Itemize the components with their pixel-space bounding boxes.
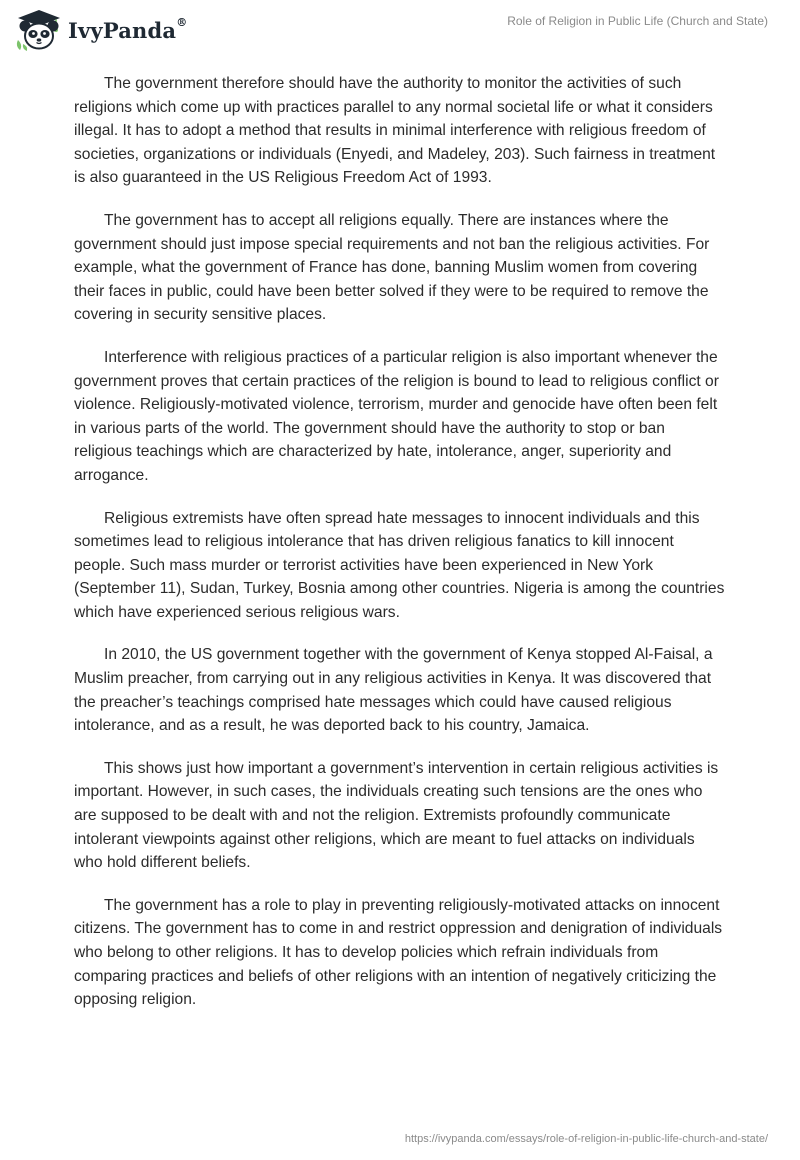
paragraph: Interference with religious practices of a particular religion is also important whenever the government proves that certain practices of the religion is bound to lead to religious conflict or violence. Religiously-motivated violence, terrorism, murder and genocide have often been felt in various parts of the world. The government should have the authority to stop or ban religious teachings which are characterized by hate, intolerance, anger, superiority and arrogance. — [74, 348, 719, 484]
document-title: Role of Religion in Public Life (Church and State) — [507, 14, 768, 28]
paragraph: The government has to accept all religions equally. There are instances where the government should just impose special requirements and not ban the religious activities. For example, what the government of France has done, banning Muslim women from covering their faces in public, could have been better solved if they were to be required to remove the covering in security sensitive places. — [74, 211, 710, 324]
page-header — [0, 0, 800, 64]
source-url[interactable]: https://ivypanda.com/essays/role-of-religion-in-public-life-church-and-state/ — [404, 1133, 768, 1145]
paragraph: In 2010, the US government together with the government of Kenya stopped Al-Faisal, a Muslim preacher, from carrying out in any religious activities in Kenya. It was discovered that the preacher’s teachings comprised hate messages which could have caused religious intolerance, and as a result, he was deported back to his country, Jamaica. — [74, 646, 713, 735]
essay-body — [74, 72, 726, 1031]
paragraph: The government has a role to play in preventing religiously-motivated attacks on innocent citizens. The government has to come in and restrict oppression and denigration of individuals who belong to other religions. It has to develop policies which refrain individuals from comparing practices and beliefs of other religions with an intention of negatively criticizing the opposing religion. — [74, 896, 723, 1009]
ivypanda-logo[interactable] — [14, 8, 187, 52]
panda-graduate-icon — [14, 8, 64, 52]
paragraph: This shows just how important a government’s intervention in certain religious activities is important. However, in such cases, the individuals creating such tensions are the ones who are supposed to be dealt with and not the religion. Extremists profoundly communicate intolerant viewpoints against other religions, which are meant to fuel attacks on individuals who hold different beliefs. — [74, 759, 719, 872]
paragraph: The government therefore should have the authority to monitor the activities of such religions which come up with practices parallel to any normal societal life or what it considers illegal. It has to adopt a method that results in minimal interference with religious freedom of societies, organizations or individuals (Enyedi, and Madeley, 203). Such fairness in treatment is also guaranteed in the US Religious Freedom Act of 1993. — [74, 75, 716, 187]
paragraph: Religious extremists have often spread hate messages to innocent individuals and this sometimes lead to religious intolerance that has driven religious fanatics to kill innocent people. Such mass murder or terrorist activities have been experienced in New York (September 11), Sudan, Turkey, Bosnia among other countries. Nigeria is among the countries which have experienced serious religious wars. — [74, 509, 725, 621]
brand-name: IvyPanda® — [68, 15, 188, 43]
